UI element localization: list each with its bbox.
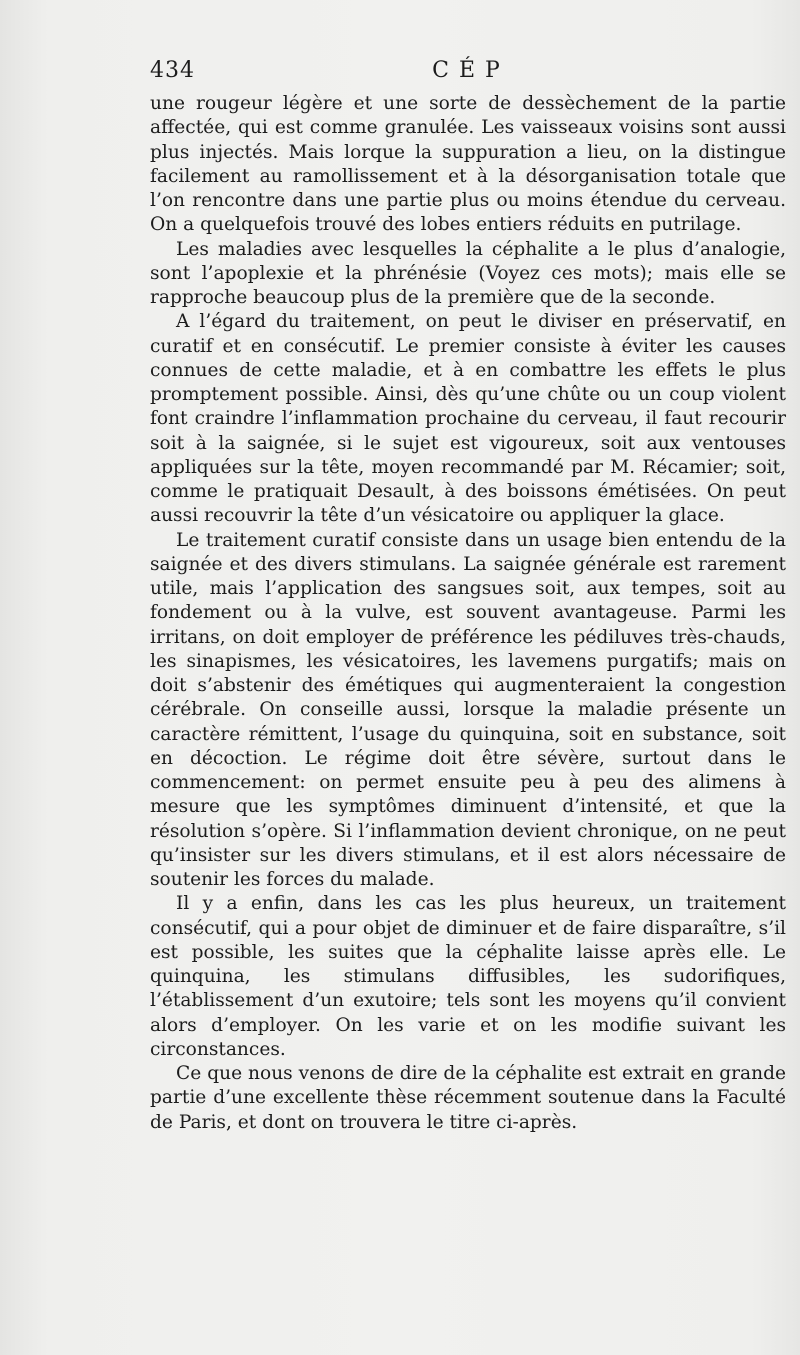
paragraph-analogies: Les maladies avec lesquelles la céphalite a le plus d’analogie, sont l’apoplexie et la phrénésie (Voyez ces mots); mais elle se rapproche beaucoup plus de la première que de la seconde. <box>150 238 786 308</box>
body-text <box>150 92 786 1135</box>
paragraph-curative-treatment: Le traitement curatif consiste dans un usage bien entendu de la saignée et des divers stimulans. La saignée générale est rarement utile, mais l’application des sangsues soit, aux tempes, soit au fondement ou à la vulve, est souvent avantageuse. Parmi les irritans, on doit employer de préférence les pédiluves très-chauds, les sinapismes, les vésicatoires, les lavemens purgatifs; mais on doit s’abstenir des émétiques qui augmenteraient la congestion cérébrale. On conseille aussi, lorsque la maladie présente un caractère rémittent, l’usage du quinquina, soit en substance, soit en décoction. Le régime doit être sévère, surtout dans le commencement: on permet ensuite peu à peu des alimens à mesure que les symptômes diminuent d’intensité, et que la résolution s’opère. Si l’inflammation devient chronique, on ne peut qu’insister sur les divers stimulans, et il est alors nécessaire de soutenir les forces du malade. <box>150 529 786 890</box>
paragraph-source-note: Ce que nous venons de dire de la céphalite est extrait en grande partie d’une excellente thèse récemment soutenue dans la Faculté de Paris, et dont on trouvera le titre ci-après. <box>150 1063 786 1133</box>
paragraph-continuation: une rougeur légère et une sorte de dessèchement de la partie affectée, qui est comme granulée. Les vaisseaux voisins sont aussi plus injectés. Mais lorque la suppuration a lieu, on la distingue facilement au ramollissement et à la désorganisation totale que l’on rencontre dans une partie plus ou moins étendue du cerveau. On a quelquefois trouvé des lobes entiers réduits en putrilage. <box>150 93 786 236</box>
running-head: CÉP <box>432 58 510 83</box>
paragraph-treatment-overview: A l’égard du traitement, on peut le diviser en préservatif, en curatif et en consécutif. Le premier consiste à éviter les causes connues de cette maladie, et à en combattre les effets le plus promptement possible. Ainsi, dès qu’une chûte ou un coup violent font craindre l’inflammation prochaine du cerveau, il faut recourir soit à la saignée, si le sujet est vigoureux, soit aux ventouses appliquées sur la tête, moyen recommandé par M. Récamier; soit, comme le pratiquait Desault, à des boissons émétisées. On peut aussi recouvrir la tête d’un vésicatoire ou appliquer la glace. <box>150 311 786 527</box>
page-header <box>150 58 786 90</box>
paragraph-consecutive-treatment: Il y a enfin, dans les cas les plus heureux, un traitement consécutif, qui a pour objet de diminuer et de faire disparaître, s’il est possible, les suites que la céphalite laisse après elle. Le quinquina, les stimulans diffusibles, les sudorifiques, l’établissement d’un exutoire; tels sont les moyens qu’il convient alors d’employer. On les varie et on les modifie suivant les circonstances. <box>150 893 786 1060</box>
page-number: 434 <box>150 58 195 83</box>
